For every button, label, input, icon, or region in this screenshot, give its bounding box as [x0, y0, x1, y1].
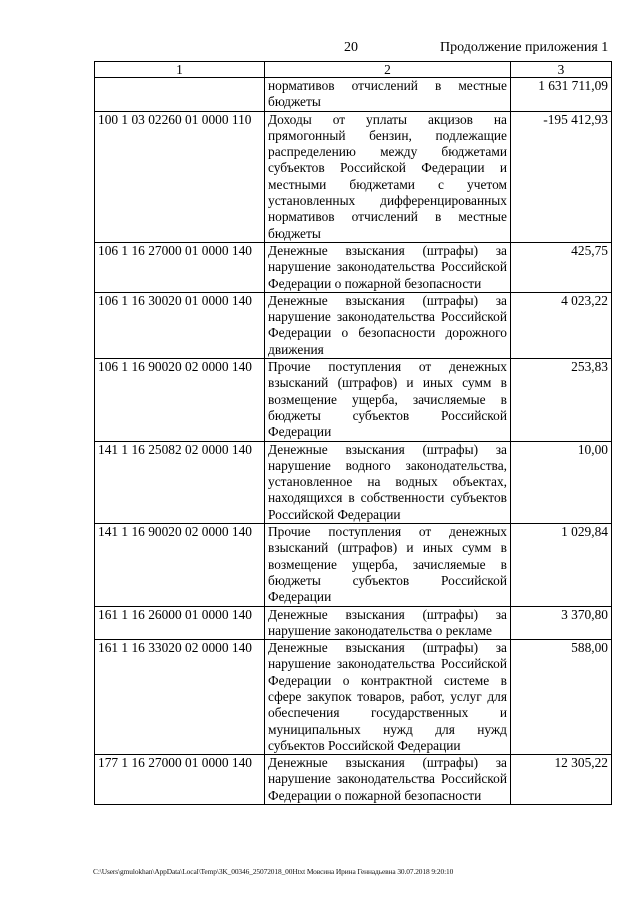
budget-code-cell: 161 1 16 26000 01 0000 140 [95, 606, 265, 640]
amount-cell: 3 370,80 [511, 606, 612, 640]
table-row [95, 640, 612, 755]
column-number-row [95, 62, 612, 78]
file-path-footer: C:\Users\gmulokhan\AppData\Local\Temp\3K_00346_25072018_00Htxt Мовсина Ирина Геннадьевна 30.07.2018 9:20:10 [93, 867, 454, 876]
table-row [95, 606, 612, 640]
table-row [95, 111, 612, 242]
revenue-name-cell: Денежные взыскания (штрафы) за нарушение водного законодательства, установленное на водных объектах, находящихся в собственности субъектов Российской Федерации [265, 441, 511, 523]
amount-cell: 1 631 711,09 [511, 78, 612, 112]
budget-code-cell: 161 1 16 33020 02 0000 140 [95, 640, 265, 755]
table-row [95, 524, 612, 606]
revenue-name-cell: Прочие поступления от денежных взысканий (штрафов) и иных сумм в возмещение ущерба, зачисляемые в бюджеты субъектов Российской Федерации [265, 524, 511, 606]
budget-code-cell: 106 1 16 90020 02 0000 140 [95, 359, 265, 441]
budget-code-cell: 100 1 03 02260 01 0000 110 [95, 111, 265, 242]
table-row [95, 441, 612, 523]
revenue-name-cell: Денежные взыскания (штрафы) за нарушение законодательства о рекламе [265, 606, 511, 640]
column-number-1: 1 [95, 62, 265, 78]
table-row [95, 242, 612, 292]
budget-code-cell: 177 1 16 27000 01 0000 140 [95, 755, 265, 805]
budget-code-cell [95, 78, 265, 112]
table-row [95, 755, 612, 805]
budget-code-cell: 141 1 16 25082 02 0000 140 [95, 441, 265, 523]
column-number-3: 3 [511, 62, 612, 78]
continuation-heading: Продолжение приложения 1 [440, 40, 609, 55]
revenue-name-cell: Прочие поступления от денежных взысканий (штрафов) и иных сумм в возмещение ущерба, зачисляемые в бюджеты субъектов Российской Федерации [265, 359, 511, 441]
revenue-name-cell: Денежные взыскания (штрафы) за нарушение законодательства Российской Федерации о безопасности дорожного движения [265, 292, 511, 358]
column-number-2: 2 [265, 62, 511, 78]
amount-cell: 12 305,22 [511, 755, 612, 805]
revenue-name-cell: Денежные взыскания (штрафы) за нарушение законодательства Российской Федерации о пожарной безопасности [265, 242, 511, 292]
amount-cell: 4 023,22 [511, 292, 612, 358]
amount-cell: 588,00 [511, 640, 612, 755]
revenue-name-cell: Доходы от уплаты акцизов на прямогонный бензин, подлежащие распределению между бюджетами субъектов Российской Федерации и местными бюджетами с учетом установленных дифференцированных нормативов отчислений в местные бюджеты [265, 111, 511, 242]
budget-code-cell: 141 1 16 90020 02 0000 140 [95, 524, 265, 606]
amount-cell: 10,00 [511, 441, 612, 523]
table-row [95, 359, 612, 441]
budget-code-cell: 106 1 16 27000 01 0000 140 [95, 242, 265, 292]
table-row [95, 78, 612, 112]
amount-cell: -195 412,93 [511, 111, 612, 242]
revenue-name-cell: Денежные взыскания (штрафы) за нарушение законодательства Российской Федерации о пожарной безопасности [265, 755, 511, 805]
amount-cell: 1 029,84 [511, 524, 612, 606]
table-row [95, 292, 612, 358]
page-number: 20 [344, 40, 358, 55]
revenue-table [94, 61, 612, 805]
budget-code-cell: 106 1 16 30020 01 0000 140 [95, 292, 265, 358]
revenue-name-cell: нормативов отчислений в местные бюджеты [265, 78, 511, 112]
revenue-name-cell: Денежные взыскания (штрафы) за нарушение законодательства Российской Федерации о контрактной системе в сфере закупок товаров, работ, услуг для обеспечения государственных и муниципальных нужд для нужд субъектов Российской Федерации [265, 640, 511, 755]
amount-cell: 425,75 [511, 242, 612, 292]
amount-cell: 253,83 [511, 359, 612, 441]
